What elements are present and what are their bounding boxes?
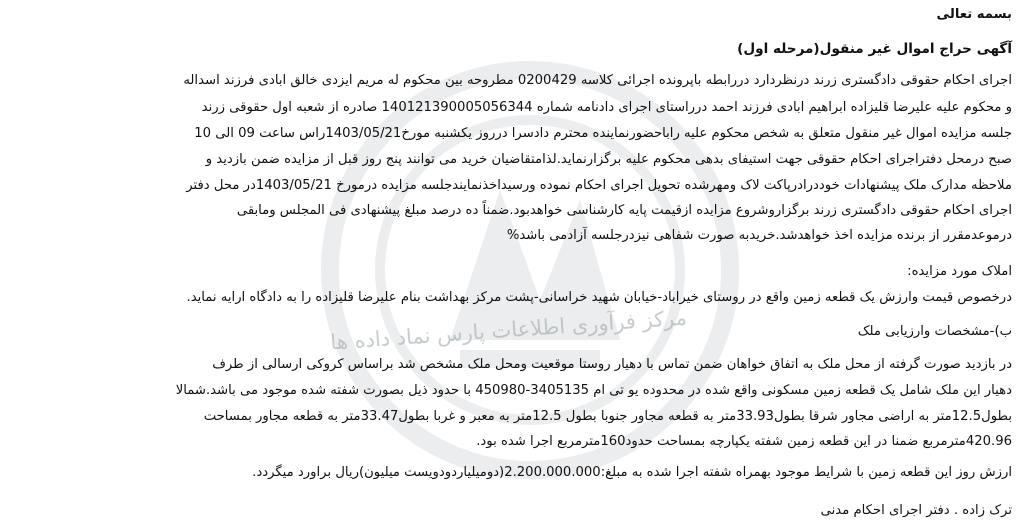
specs-heading: ب)-مشخصات وارزیابی ملک — [857, 324, 1012, 339]
intro-line: درموعدمقرر از برنده مزایده اخذ خواهدشد.خریدبه صورت شفاهی نیزدرجلسه آزادمی باشد% — [506, 228, 1012, 243]
intro-line: و محکوم علیه علیرضا قلیزاده ابراهیم ابادی فرزند احمد درراستای اجرای دادنامه شماره 140121390005056344 صادره از شعبه اول حقوقی زرند — [201, 100, 1012, 115]
specs-line: دهیار این ملک شامل یک قطعه زمین مسکونی واقع شده در محدوده یو تی ام 3405135-450980 با حدود ذیل بصورت شفته شده موجود می باشد.شمالا — [175, 383, 1012, 398]
intro-line: اجرای احکام حقوقی دادگستری زرند درنظردارد دررابطه باپرونده اجرائی کلاسه 0200429 مطروحه بین محکوم له مریم ایزدی خالق ابادی فرزند اسداله — [183, 73, 1012, 88]
watermark-text: مرکز فرآوری اطلاعات پارس نماد داده ها — [329, 305, 688, 355]
intro-line: اجرای احکام حقوقی دادگستری زرند برگزاروشروع مزایده ازقیمت پایه کارشناسی خواهدبود.ضمناً ده درصد مبلغ پیشنهادی فی المجلس ومابقی — [236, 203, 1012, 218]
intro-line: صبح درمحل دفتراجرای احکام حقوقی جهت استیفای بدهی محکوم علیه برگزارنماید.لذامتقاضیان خرید می توانند پنج روز قبل از مزایده ضمن بازدید و — [205, 152, 1012, 167]
specs-line: 420.96مترمربع ضمنا در این قطعه زمین شفته یکپارچه بمساحت حدود160مترمربع اجرا شده بود. — [476, 434, 1012, 449]
property-heading: املاک مورد مزایده: — [907, 264, 1012, 279]
notice-title: آگهی حراج اموال غیر منقول(مرحله اول) — [737, 41, 1012, 57]
intro-line: جلسه مزایده اموال غیر منقول متعلق به شخص محکوم علیه راباحضورنماینده محترم دادسرا درروز یکشنبه مورخ1403/05/21راس ساعت 09 الی 10 — [194, 126, 1012, 141]
specs-line: در بازدید صورت گرفته از محل ملک به اتفاق خواهان ضمن تماس با دهیار روستا موقعیت ومحل ملک مشخص شد براساس کروکی ارسالی از طرف — [212, 357, 1012, 372]
intro-line: ملاحظه مدارک ملک پیشنهادات خوددرادرپاکت لاک ومهرشده تحویل اجرای احکام نموده ورسیداخذنمایندجلسه مزایده درمورخ 1403/05/21در محل دفتر — [186, 178, 1012, 193]
property-line: درخصوص قیمت وارزش یک قطعه زمین واقع در روستای خیراباد-خیابان شهید خراسانی-پشت مرکز بهداشت بنام علیرضا قلیزاده را به دادگاه ارایه نماید. — [186, 290, 1012, 305]
signature-line: ترک زاده . دفتر اجرای احکام مدنی — [820, 503, 1012, 518]
valuation-line: ارزش روز این قطعه زمین با شرایط موجود بهمراه شفته اجرا شده به مبلغ:2.200.000.000(دومیلیاردودویست میلیون)ریال براورد میگردد. — [252, 465, 1012, 480]
specs-line: بطول12.5متر به اراضی مجاور شرقا بطول33.93متر به قطعه مجاور جنوبا بطول 12.5متر به معبر و غربا بطول33.47متر به قطعه مجاور بمساحت — [203, 409, 1012, 424]
bismillah-heading: بسمه تعالی — [936, 7, 1012, 22]
